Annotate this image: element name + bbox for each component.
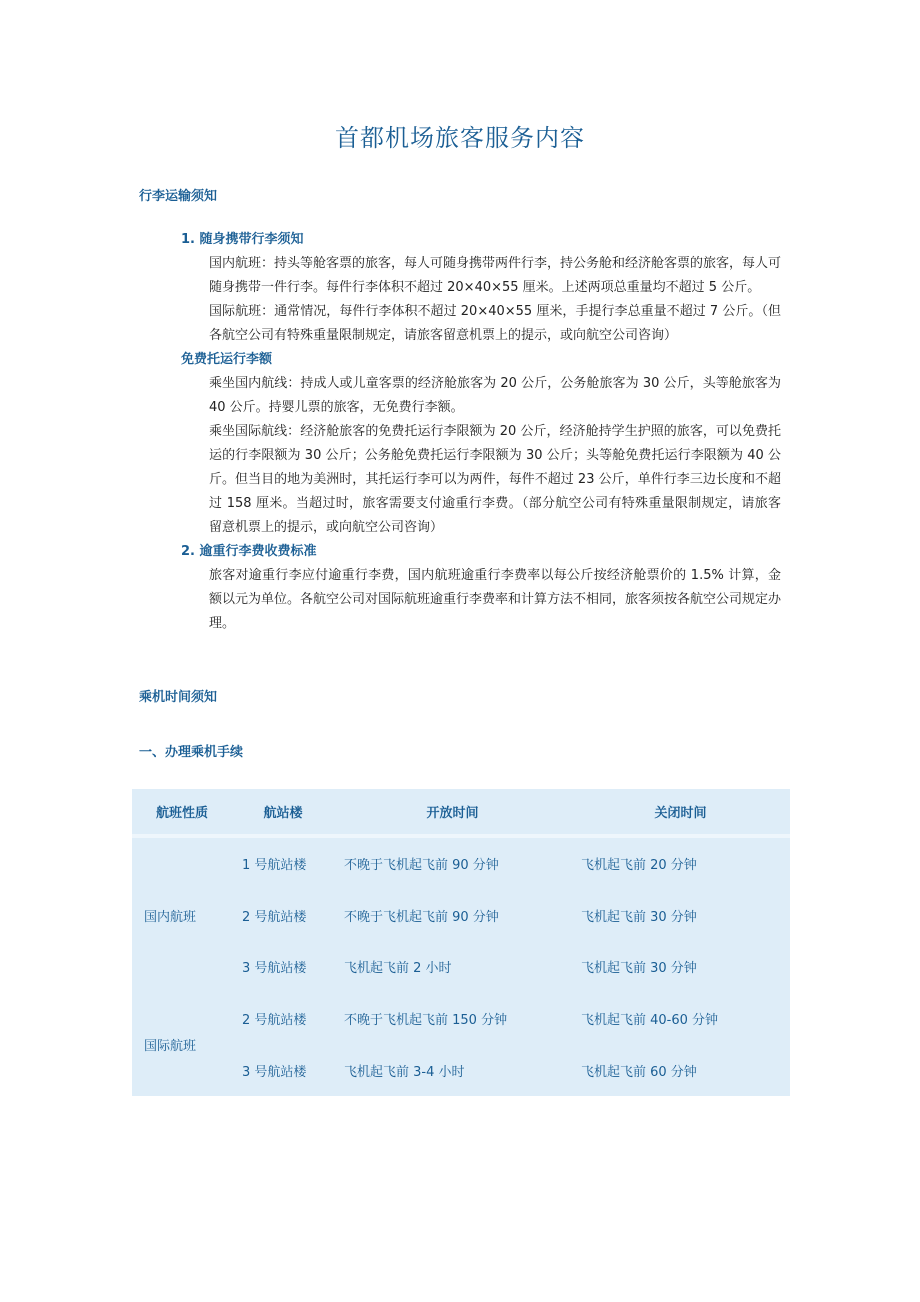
close-time-cell: 飞机起飞前 30 分钟 bbox=[581, 909, 697, 925]
international-label: 国际航班 bbox=[144, 1038, 197, 1054]
table-header-row bbox=[132, 789, 790, 836]
header-close-time: 关闭时间 bbox=[571, 789, 790, 836]
terminal-cell: 1 号航站楼 bbox=[242, 858, 307, 874]
open-time-cell: 飞机起飞前 2 小时 bbox=[344, 961, 452, 977]
free-allowance-international-paragraph: 乘坐国际航线：经济舱旅客的免费托运行李限额为 20 公斤，经济舱持学生护照的旅客，可以免费托运的行李限额为 30 公斤；公务舱免费托运行李限额为 30 公斤；头等舱免费托运行李限额为 40 公斤。但当目的地为美洲时，其托运行李可以为两件，每件不超过 23 公斤，单件行李三边长度和不超过 158 厘米。当超过时，旅客需要支付逾重行李费。（部分航空公司有特殊重量限制规定，请旅客留意机票上的提示，或向航空公司咨询） bbox=[209, 424, 781, 535]
free-allowance-heading: 免费托运行李额 bbox=[181, 352, 273, 367]
close-time-cell: 飞机起飞前 30 分钟 bbox=[581, 961, 697, 977]
page-title: 首都机场旅客服务内容 bbox=[335, 124, 585, 152]
header-terminal: 航站楼 bbox=[232, 789, 334, 836]
checkin-times-table bbox=[132, 789, 790, 1096]
free-allowance-domestic-paragraph: 乘坐国内航线：持成人或儿童客票的经济舱旅客为 20 公斤，公务舱旅客为 30 公斤，头等舱旅客为 40 公斤。持婴儿票的旅客，无免费行李额。 bbox=[209, 376, 781, 415]
checkin-subheading: 一、办理乘机手续 bbox=[139, 745, 244, 760]
domestic-label: 国内航班 bbox=[144, 909, 197, 925]
open-time-cell: 不晚于飞机起飞前 150 分钟 bbox=[344, 1013, 508, 1029]
luggage-section-heading: 行李运输须知 bbox=[139, 189, 218, 204]
excess-fee-paragraph: 旅客对逾重行李应付逾重行李费，国内航班逾重行李费率以每公斤按经济舱票价的 1.5% 计算，金额以元为单位。各航空公司对国际航班逾重行李费率和计算方法不相同，旅客须按各航空公司规定办理。 bbox=[209, 568, 782, 631]
open-time-cell: 不晚于飞机起飞前 90 分钟 bbox=[344, 909, 499, 925]
close-time-cell: 飞机起飞前 60 分钟 bbox=[581, 1064, 697, 1080]
close-time-cell: 飞机起飞前 20 分钟 bbox=[581, 858, 697, 874]
excess-fee-heading: 2. 逾重行李费收费标准 bbox=[181, 544, 317, 559]
header-flight-type: 航班性质 bbox=[132, 789, 232, 836]
terminal-cell: 3 号航站楼 bbox=[242, 1064, 307, 1080]
table-row bbox=[132, 993, 790, 1045]
carry-on-domestic-paragraph: 国内航班：持头等舱客票的旅客，每人可随身携带两件行李，持公务舱和经济舱客票的旅客，每人可随身携带一件行李。每件行李体积不超过 20×40×55 厘米。上述两项总重量均不超过 5 公斤。 bbox=[209, 256, 782, 295]
open-time-cell: 飞机起飞前 3-4 小时 bbox=[344, 1064, 465, 1080]
terminal-cell: 2 号航站楼 bbox=[242, 1013, 307, 1029]
header-open-time: 开放时间 bbox=[334, 789, 571, 836]
boarding-section-heading: 乘机时间须知 bbox=[139, 690, 218, 705]
terminal-cell: 2 号航站楼 bbox=[242, 909, 307, 925]
luggage-section bbox=[139, 228, 799, 636]
table-row bbox=[132, 836, 790, 890]
terminal-cell: 3 号航站楼 bbox=[242, 961, 307, 977]
close-time-cell: 飞机起飞前 40-60 分钟 bbox=[581, 1013, 719, 1029]
carry-on-heading: 1. 随身携带行李须知 bbox=[181, 232, 304, 247]
open-time-cell: 不晚于飞机起飞前 90 分钟 bbox=[344, 858, 499, 874]
carry-on-international-paragraph: 国际航班：通常情况，每件行李体积不超过 20×40×55 厘米，手提行李总重量不超过 7 公斤。（但各航空公司有特殊重量限制规定，请旅客留意机票上的提示，或向航空公司咨询） bbox=[209, 304, 781, 343]
